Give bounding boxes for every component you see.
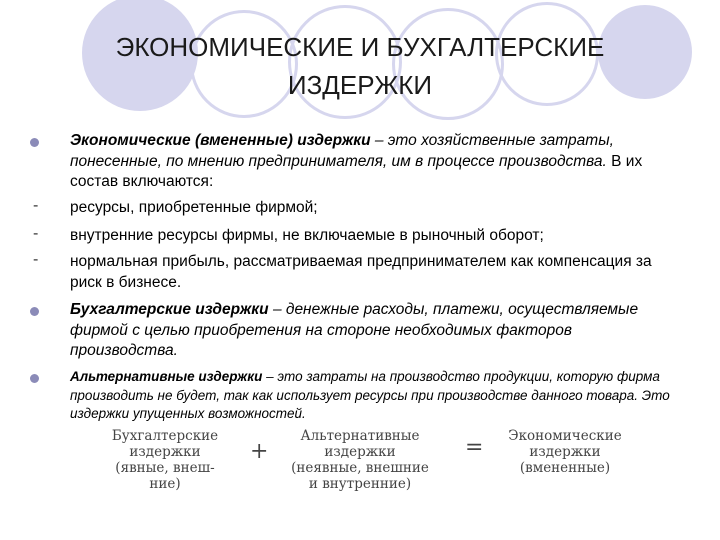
- title-line-2: ИЗДЕРЖКИ: [287, 70, 433, 100]
- item-definition: – денежные расходы, платежи, осуществляемые фирмой с целью приобретения на стороне необходимых факторов производства.: [70, 301, 639, 359]
- bullet-icon: [30, 374, 39, 383]
- slide-title: [60, 28, 660, 104]
- list-item: внутренние ресурсы фирмы, не включаемые в рыночный оборот;: [70, 227, 544, 244]
- item-note: В их состав включаются:: [70, 152, 643, 190]
- formula-term-alternative: Альтернативные издержки (неявные, внешние и внутренние): [291, 428, 429, 492]
- list-item: [70, 368, 670, 424]
- dash-icon: -: [33, 225, 39, 242]
- formula-term-accounting: Бухгалтерские издержки (явные, внеш- ние): [111, 428, 219, 492]
- bullet-icon: [30, 307, 39, 316]
- list-item: нормальная прибыль, рассматриваемая предпринимателем как компенсация за риск в бизнесе.: [70, 253, 652, 291]
- term-economic: Экономические (вмененные) издержки: [70, 132, 371, 149]
- item-definition: – это затраты на производство продукции, которую фирма производить не будет, так как использует ресурсы при производстве данного товара. Это издержки упущенных возможностей.: [70, 369, 670, 421]
- bullet-icon: [30, 138, 39, 147]
- formula-term-economic: Экономические издержки (вмененные): [508, 428, 622, 476]
- dash-icon: -: [33, 197, 39, 214]
- dash-icon: -: [33, 251, 39, 268]
- cost-formula: [90, 428, 650, 498]
- title-line-1: ЭКОНОМИЧЕСКИЕ И БУХГАЛТЕРСКИЕ: [115, 32, 605, 62]
- term-alternative: Альтернативные издержки: [70, 369, 263, 384]
- list-item: [70, 300, 670, 362]
- equals-operator: =: [465, 435, 484, 460]
- list-item: [70, 131, 670, 193]
- term-accounting: Бухгалтерские издержки: [70, 301, 269, 318]
- item-definition: – это хозяйственные затраты, понесенные, по мнению предпринимателя, им в процессе производства.: [70, 132, 614, 170]
- plus-operator: +: [250, 439, 269, 464]
- list-item: ресурсы, приобретенные фирмой;: [70, 199, 318, 216]
